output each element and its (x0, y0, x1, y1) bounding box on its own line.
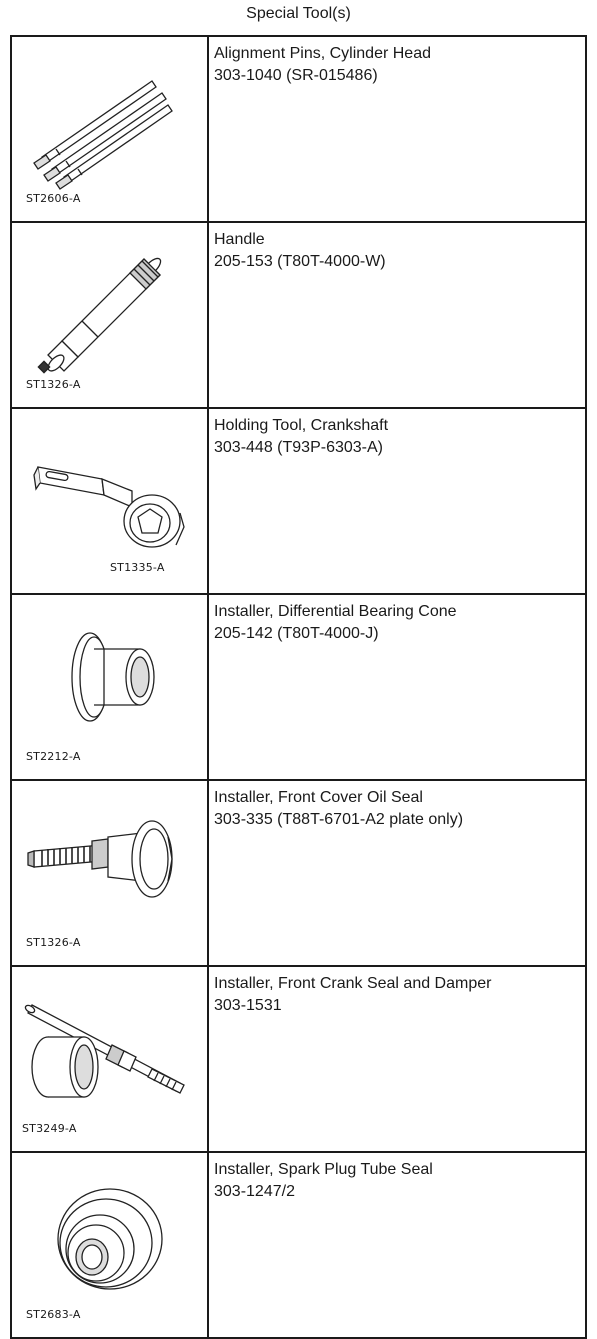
tool-description-cell (208, 594, 586, 780)
tool-code: ST2683-A (26, 1308, 81, 1321)
tool-illustration-cell (11, 780, 208, 966)
tool-name: Installer, Spark Plug Tube Seal (214, 1161, 433, 1178)
tool-illustration-cell (11, 966, 208, 1152)
table-row (11, 594, 586, 780)
table-row (11, 966, 586, 1152)
alignment-pins-icon (12, 37, 207, 215)
tool-name: Handle (214, 231, 265, 248)
tool-illustration-cell (11, 408, 208, 594)
tool-number: 303-1531 (214, 997, 282, 1014)
spark-plug-tube-seal-installer-icon (12, 1153, 207, 1331)
tool-name: Installer, Front Crank Seal and Damper (214, 975, 492, 992)
tool-name: Installer, Differential Bearing Cone (214, 603, 457, 620)
crank-seal-damper-installer-icon (12, 967, 207, 1145)
tool-code: ST2606-A (26, 192, 81, 205)
tool-number: 303-335 (T88T-6701-A2 plate only) (214, 811, 464, 828)
tool-number: 205-142 (T80T-4000-J) (214, 625, 379, 642)
tool-number: 303-1247/2 (214, 1183, 295, 1200)
bearing-cone-installer-icon (12, 595, 207, 773)
tool-description-cell (208, 1152, 586, 1338)
tool-description-cell (208, 966, 586, 1152)
tool-code: ST3249-A (22, 1122, 77, 1135)
tool-number: 205-153 (T80T-4000-W) (214, 253, 386, 270)
tool-name: Holding Tool, Crankshaft (214, 417, 389, 434)
table-row (11, 36, 586, 222)
tool-illustration-cell (11, 1152, 208, 1338)
tool-name: Alignment Pins, Cylinder Head (214, 45, 431, 62)
tool-number: 303-448 (T93P-6303-A) (214, 439, 383, 456)
tool-number: 303-1040 (SR-015486) (214, 67, 378, 84)
tool-code: ST1335-A (110, 561, 165, 574)
table-row (11, 408, 586, 594)
tool-name: Installer, Front Cover Oil Seal (214, 789, 423, 806)
tool-description-cell (208, 36, 586, 222)
special-tools-table (10, 35, 587, 1339)
table-row (11, 1152, 586, 1338)
table-row (11, 222, 586, 408)
tool-illustration-cell (11, 594, 208, 780)
oil-seal-installer-icon (12, 781, 207, 959)
tool-description-cell (208, 780, 586, 966)
page-title: Special Tool(s) (246, 5, 351, 22)
tool-description-cell (208, 222, 586, 408)
tool-illustration-cell (11, 222, 208, 408)
table-row (11, 780, 586, 966)
handle-icon (12, 223, 207, 401)
tool-code: ST2212-A (26, 750, 81, 763)
tool-code: ST1326-A (26, 936, 81, 949)
tool-code: ST1326-A (26, 378, 81, 391)
tool-illustration-cell (11, 36, 208, 222)
tool-description-cell (208, 408, 586, 594)
